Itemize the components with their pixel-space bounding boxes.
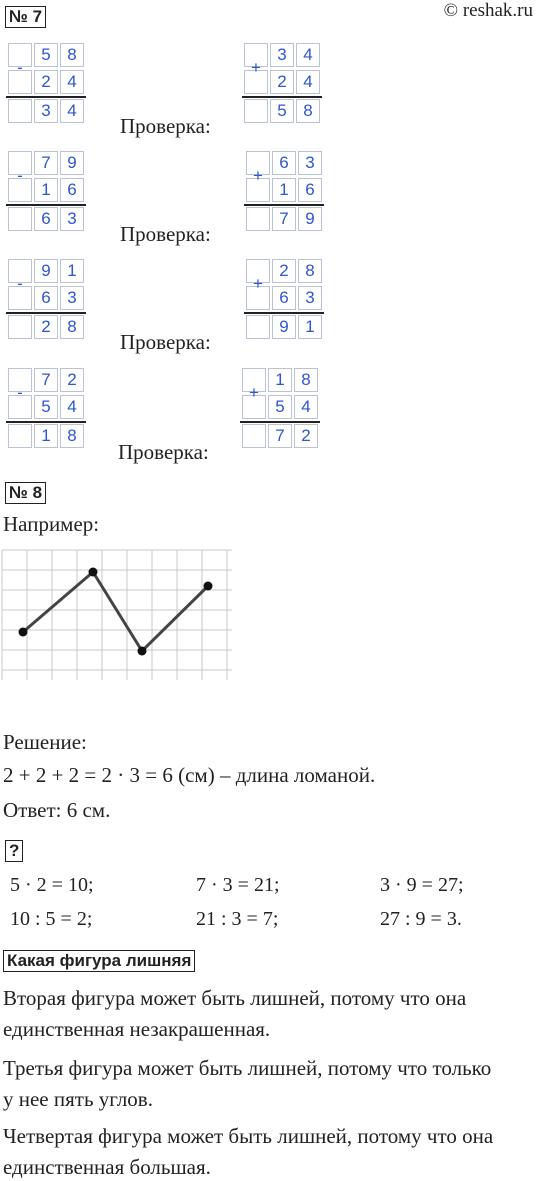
result-line xyxy=(240,421,320,423)
task8-label: № 8 xyxy=(5,482,46,504)
subtraction-column xyxy=(8,259,84,339)
result-line xyxy=(6,312,86,314)
digit-cell: 5 xyxy=(34,43,58,67)
solution-text: 2 + 2 + 2 = 2 · 3 = 6 (см) – длина ломаной. xyxy=(3,763,376,787)
explanation-line: единственная большая. xyxy=(3,1155,211,1179)
digit-cell: 4 xyxy=(294,395,318,419)
digit-cell: 4 xyxy=(296,70,320,94)
digit-cell: 9 xyxy=(298,207,322,231)
digit-cell: 1 xyxy=(34,424,58,448)
vertex-point xyxy=(138,647,147,656)
digit-cell: 2 xyxy=(60,368,84,392)
check-label: Проверка: xyxy=(120,114,211,138)
minus-sign: - xyxy=(17,166,23,185)
digit-cell: 5 xyxy=(270,99,294,123)
minus-sign: - xyxy=(17,274,23,293)
odd-figure-label: Какая фигура лишняя xyxy=(3,950,195,972)
minus-sign: - xyxy=(17,383,23,402)
digit-cell: 9 xyxy=(272,315,296,339)
plus-sign: + xyxy=(249,383,259,402)
equation: 3 · 9 = 27; xyxy=(380,874,464,896)
digit-cell: 5 xyxy=(34,395,58,419)
digit-cell: 1 xyxy=(268,368,292,392)
digit-cell: 7 xyxy=(34,151,58,175)
digit-cell: 3 xyxy=(60,207,84,231)
digit-cell: 1 xyxy=(298,315,322,339)
vertex-point xyxy=(89,568,98,577)
check-label: Проверка: xyxy=(118,440,209,464)
digit-cell: 3 xyxy=(298,151,322,175)
equation: 7 · 3 = 21; xyxy=(196,874,280,896)
digit-cell: 3 xyxy=(270,43,294,67)
subtraction-column xyxy=(8,43,84,123)
digit-cell: 7 xyxy=(268,424,292,448)
result-line xyxy=(6,204,86,206)
grid-lines xyxy=(2,550,232,680)
digit-cell: 2 xyxy=(294,424,318,448)
digit-cell: 3 xyxy=(298,286,322,310)
digit-cell: 8 xyxy=(298,259,322,283)
equation: 21 : 3 = 7; xyxy=(196,908,279,930)
addition-column xyxy=(246,259,322,339)
digit-cell: 9 xyxy=(34,259,58,283)
digit-cell: 8 xyxy=(60,43,84,67)
explanation-line: у нее пять углов. xyxy=(3,1087,153,1111)
plus-sign: + xyxy=(253,274,263,293)
subtraction-column xyxy=(8,151,84,231)
digit-cell: 8 xyxy=(296,99,320,123)
equation: 10 : 5 = 2; xyxy=(10,908,93,930)
digit-cell: 4 xyxy=(60,70,84,94)
digit-cell: 3 xyxy=(60,286,84,310)
solution-label: Решение: xyxy=(3,730,87,754)
equation: 27 : 9 = 3. xyxy=(380,908,462,930)
empty-cell xyxy=(8,315,32,339)
digit-cell: 7 xyxy=(34,368,58,392)
addition-column xyxy=(246,151,322,231)
digit-cell: 2 xyxy=(272,259,296,283)
example-text: Например: xyxy=(3,512,100,536)
digit-cell: 6 xyxy=(34,286,58,310)
digit-cell: 1 xyxy=(272,178,296,202)
plus-sign: + xyxy=(251,58,261,77)
empty-cell xyxy=(8,99,32,123)
empty-cell xyxy=(8,207,32,231)
broken-line xyxy=(23,572,208,651)
equation: 5 · 2 = 10; xyxy=(10,874,94,896)
result-line xyxy=(244,312,324,314)
digit-cell: 6 xyxy=(34,207,58,231)
check-label: Проверка: xyxy=(120,330,211,354)
result-line xyxy=(6,96,86,98)
result-line xyxy=(242,96,322,98)
digit-cell: 1 xyxy=(34,178,58,202)
digit-cell: 6 xyxy=(60,178,84,202)
puzzle-label: ? xyxy=(5,840,23,862)
explanation-line: Вторая фигура может быть лишней, потому что она xyxy=(3,986,467,1010)
digit-cell: 5 xyxy=(268,395,292,419)
empty-cell xyxy=(242,424,266,448)
digit-cell: 8 xyxy=(60,315,84,339)
empty-cell xyxy=(246,315,270,339)
explanation-line: Третья фигура может быть лишней, потому что только xyxy=(3,1056,492,1080)
addition-column xyxy=(242,368,318,448)
subtraction-column xyxy=(8,368,84,448)
vertex-point xyxy=(19,628,28,637)
digit-cell: 3 xyxy=(34,99,58,123)
digit-cell: 6 xyxy=(272,286,296,310)
digit-cell: 6 xyxy=(298,178,322,202)
digit-cell: 8 xyxy=(60,424,84,448)
empty-cell xyxy=(8,424,32,448)
plus-sign: + xyxy=(253,166,263,185)
addition-column xyxy=(244,43,320,123)
result-line xyxy=(6,421,86,423)
source-label: © reshak.ru xyxy=(443,0,533,21)
task7-label: № 7 xyxy=(5,6,46,28)
digit-cell: 4 xyxy=(60,99,84,123)
minus-sign: - xyxy=(17,58,23,77)
check-label: Проверка: xyxy=(120,222,211,246)
digit-cell: 2 xyxy=(34,70,58,94)
explanation-line: Четвертая фигура может быть лишней, потому что она xyxy=(3,1124,494,1148)
empty-cell xyxy=(244,99,268,123)
digit-cell: 7 xyxy=(272,207,296,231)
digit-cell: 4 xyxy=(60,395,84,419)
digit-cell: 2 xyxy=(34,315,58,339)
answer-text: Ответ: 6 см. xyxy=(3,798,111,822)
digit-cell: 8 xyxy=(294,368,318,392)
empty-cell xyxy=(246,207,270,231)
digit-cell: 4 xyxy=(296,43,320,67)
explanation-line: единственная незакрашенная. xyxy=(3,1017,271,1041)
vertex-point xyxy=(204,582,213,591)
broken-line-grid xyxy=(0,548,234,682)
digit-cell: 2 xyxy=(270,70,294,94)
digit-cell: 6 xyxy=(272,151,296,175)
result-line xyxy=(244,204,324,206)
digit-cell: 1 xyxy=(60,259,84,283)
digit-cell: 9 xyxy=(60,151,84,175)
